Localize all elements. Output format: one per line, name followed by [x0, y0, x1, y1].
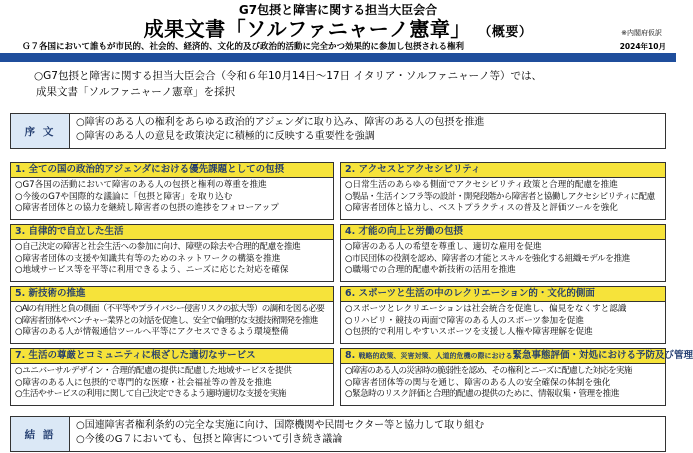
- list-item: ○障害のある人の災害時の脆弱性を認め、その権利とニーズに配慮した対応を実施: [345, 366, 632, 376]
- list-item: ○G7各国の活動において障害のある人の包摂と権利の尊重を推進: [15, 180, 267, 190]
- conclusion-item: ○国連障害者権利条約の完全な実施に向け、国際機関や民間セクター等と協力して取り組む: [76, 420, 485, 431]
- title-suffix: （概要）: [484, 25, 533, 40]
- conclusion-items: [76, 419, 484, 447]
- list-item: ○障害のある人が情報通信ツールへ平等にアクセスできるよう環境整備: [15, 327, 289, 338]
- section-title: [341, 349, 693, 364]
- section-items: [341, 364, 665, 401]
- section-items: [11, 240, 333, 277]
- list-item: ○障害者団体やベンチャー業界との対話を促進し、安全で倫理的な支援技術開発を推進: [15, 315, 318, 326]
- list-item: ○包摂的で利用しやすいスポーツを支援し人権や障害理解を促進: [345, 327, 593, 338]
- list-item: ○障害のある人の希望を尊重し、適切な雇用を促進: [345, 242, 542, 252]
- section-title: 6. スポーツと生活の中のレクリエーション的・文化的側面: [341, 287, 665, 302]
- preamble-items: [76, 116, 484, 144]
- conclusion-box: [10, 416, 666, 452]
- list-item: ○障害者団体との協力を継続し障害者の包摂の進捗をフォローアップ: [15, 203, 279, 214]
- section-8: [340, 348, 693, 406]
- conclusion-label-cell: [11, 417, 70, 451]
- list-item: ○自己決定の障害と社会生活への参加に向け、障壁の除去や合理的配慮を推進: [15, 242, 301, 252]
- preamble-box: [10, 113, 666, 149]
- section-items: [341, 302, 665, 339]
- section-5: [10, 286, 334, 344]
- section-4: [340, 224, 666, 282]
- title-main: 成果文書「ソルファニャーノ憲章」: [143, 17, 471, 41]
- list-item: ○障害者団体の支援や知識共有等のためのネットワークの構築を推進: [15, 253, 281, 264]
- list-item: ○リハビリ・競技の両面で障害のある人のスポーツ参加を促進: [345, 315, 584, 326]
- intro-text: [34, 68, 654, 100]
- list-item: ○地域サービス等を平等に利用できるよう、ニーズに応じた対応を確保: [15, 265, 289, 276]
- preamble-item: ○障害のある人の権利をあらゆる政治的アジェンダに取り込み、障害のある人の包摂を推進: [76, 117, 485, 128]
- conclusion-label: 結 語: [24, 428, 56, 441]
- list-item: ○市民団体の役割を認め、障害者の才能とスキルを強化する組織モデルを推進: [345, 253, 630, 264]
- preamble-label: 序 文: [24, 125, 56, 138]
- header-tagline: Ｇ７各国において誰もが市民的、社会的、経済的、文化的及び政治的活動に完全かつ効果的に参加し包摂される権利: [22, 42, 465, 52]
- list-item: ○障害者団体等の関与を通じ、障害のある人の安全確保の体制を強化: [345, 377, 611, 388]
- section-items: [11, 302, 333, 339]
- list-item: ○日常生活のあらゆる側面でアクセシビリティ政策と合理的配慮を推進: [345, 180, 618, 190]
- list-item: ○ユニバーサルデザイン・合理的配慮の提供に配慮した地域サービスを提供: [15, 366, 292, 376]
- list-item: ○障害のある人に包摂的で専門的な医療・社会福祉等の普及を推進: [15, 377, 272, 388]
- section-title-main: 緊急事態評価・対処における予防及び管理: [512, 350, 693, 361]
- list-item: ○AIの有用性と負の側面（不平等やプライバシー侵害リスクの拡大等）の調和を図る必要: [15, 304, 325, 314]
- list-item: ○緊急時のリスク評価と合理的配慮の提供のために、情報収集・管理を推進: [345, 389, 619, 400]
- section-3: [10, 224, 334, 282]
- preamble-label-cell: [11, 114, 70, 148]
- section-items: [11, 364, 333, 401]
- section-items: [341, 240, 665, 277]
- section-title-prefix: 8.: [345, 350, 359, 361]
- section-1: [10, 162, 334, 220]
- list-item: ○今後のG7や国際的な議論に「包摂と障害」を取り込む: [15, 191, 233, 202]
- section-2: [340, 162, 666, 220]
- list-item: ○製品・生活インフラ等の設計・開発段階から障害者と協働しアクセシビリティに配慮: [345, 191, 655, 202]
- translation-note: ※内閣府仮訳: [621, 29, 662, 37]
- list-item: ○生活やサービスの利用に関して自己決定できるよう適時適切な支援を実施: [15, 389, 286, 400]
- intro-line-2: 成果文書「ソルファニャーノ憲章」を採択: [36, 86, 236, 98]
- section-title: 3. 自律的で自立した生活: [11, 225, 333, 240]
- section-6: [340, 286, 666, 344]
- intro-line-1: ○G7包摂と障害に関する担当大臣会合（令和６年10月14日～17日 イタリア・ソルファニャーノ等）では、: [34, 70, 542, 82]
- page-title: [0, 13, 676, 42]
- header-date: 2024年10月: [619, 42, 666, 51]
- preamble-item: ○障害のある人の意見を政策決定に積極的に反映する重要性を強調: [76, 131, 375, 142]
- section-title: 1. 全ての国の政治的アジェンダにおける優先課題としての包摂: [11, 163, 333, 178]
- section-title-small: 戦略的政策、災害対策、人道的危機の際における: [358, 352, 513, 360]
- header-subtitle: G7包摂と障害に関する担当大臣会合: [238, 3, 438, 17]
- list-item: ○職場での合理的配慮や新技術の活用を推進: [345, 265, 516, 276]
- section-title: 7. 生活の尊厳とコミュニティに根ざした適切なサービス: [11, 349, 333, 364]
- list-item: ○障害者団体と協力し、ベストプラクティスの普及と評価ツールを強化: [345, 203, 618, 214]
- section-title: 2. アクセスとアクセシビリティ: [341, 163, 665, 178]
- list-item: ○スポーツとレクリエーションは社会統合を促進し、偏見をなくすと認識: [345, 304, 627, 314]
- conclusion-item: ○今後のG７においても、包摂と障害について引き続き議論: [76, 434, 343, 445]
- section-7: [10, 348, 334, 406]
- section-title: 4. 才能の向上と労働の包摂: [341, 225, 665, 240]
- section-title: 5. 新技術の推進: [11, 287, 333, 302]
- section-items: [341, 178, 665, 215]
- header-divider: [0, 53, 676, 62]
- section-items: [11, 178, 333, 215]
